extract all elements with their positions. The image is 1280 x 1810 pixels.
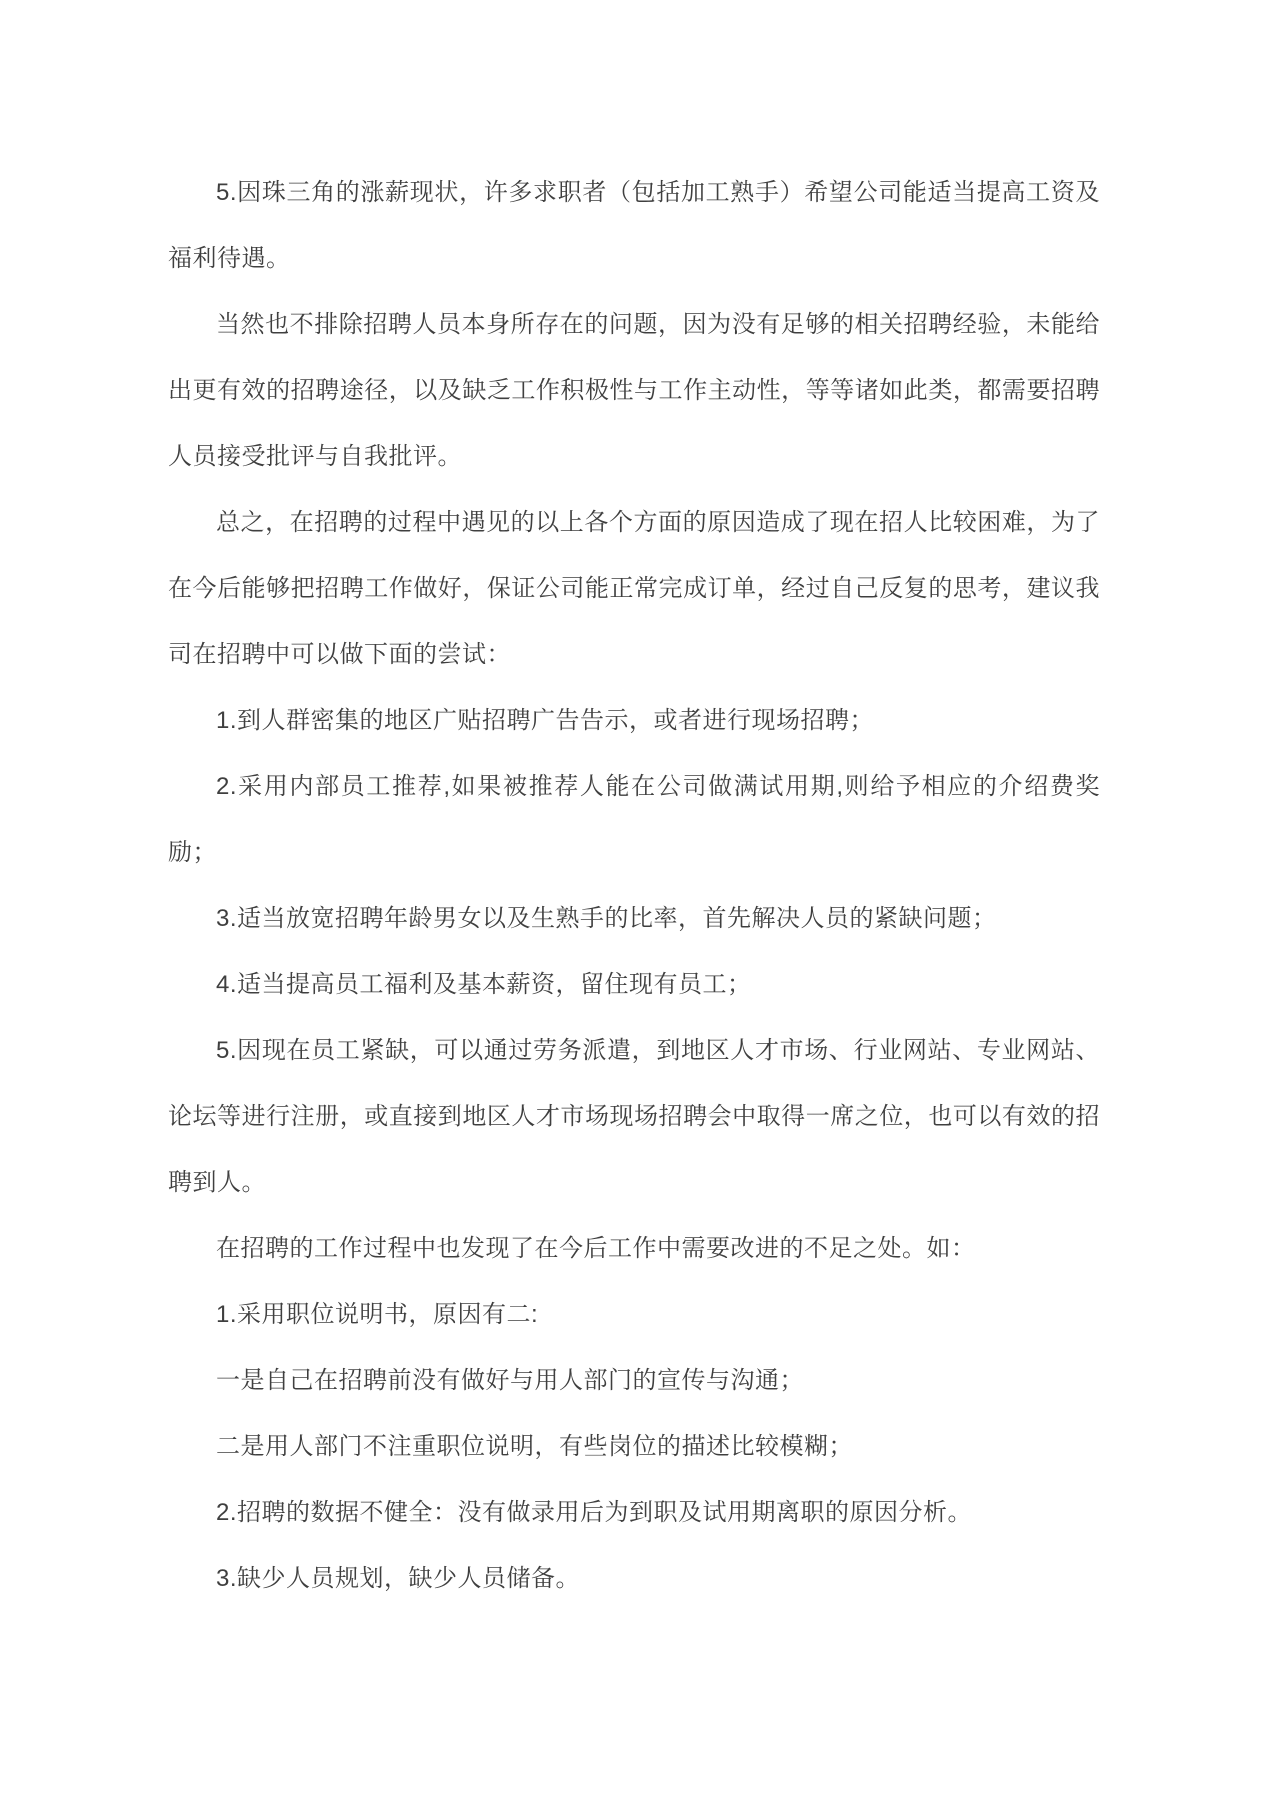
list-item-shortcoming-1a: 一是自己在招聘前没有做好与用人部门的宣传与沟通； — [216, 1367, 804, 1394]
list-item-suggestion-1: 1.到人群密集的地区广贴招聘广告告示，或者进行现场招聘； — [216, 707, 875, 734]
paragraph-wage-status: 5.因珠三角的涨薪现状，许多求职者（包括加工熟手）希望公司能适当提高工资及福利待遇。 — [168, 179, 1100, 272]
document-body — [168, 160, 1102, 1612]
list-item-suggestion-4: 4.适当提高员工福利及基本薪资，留住现有员工； — [216, 971, 752, 998]
list-item-suggestion-3: 3.适当放宽招聘年龄男女以及生熟手的比率，首先解决人员的紧缺问题； — [216, 905, 997, 932]
list-item-suggestion-2: 2.采用内部员工推荐,如果被推荐人能在公司做满试用期,则给予相应的介绍费奖励； — [168, 773, 1100, 866]
list-item-shortcoming-1: 1.采用职位说明书，原因有二: — [216, 1301, 539, 1328]
paragraph-summary-intro: 总之，在招聘的过程中遇见的以上各个方面的原因造成了现在招人比较困难，为了在今后能够把招聘工作做好，保证公司能正常完成订单，经过自己反复的思考，建议我司在招聘中可以做下面的尝试： — [168, 509, 1100, 668]
list-item-shortcoming-3: 3.缺少人员规划，缺少人员储备。 — [216, 1565, 581, 1592]
list-item-shortcoming-1b: 二是用人部门不注重职位说明，有些岗位的描述比较模糊； — [216, 1433, 853, 1460]
paragraph-self-criticism: 当然也不排除招聘人员本身所存在的问题，因为没有足够的相关招聘经验，未能给出更有效的招聘途径，以及缺乏工作积极性与工作主动性，等等诸如此类，都需要招聘人员接受批评与自我批评。 — [168, 311, 1100, 470]
list-item-suggestion-5: 5.因现在员工紧缺，可以通过劳务派遣，到地区人才市场、行业网站、专业网站、论坛等进行注册，或直接到地区人才市场现场招聘会中取得一席之位，也可以有效的招聘到人。 — [168, 1037, 1100, 1196]
paragraph-improvement-intro: 在招聘的工作过程中也发现了在今后工作中需要改进的不足之处。如： — [216, 1235, 976, 1262]
list-item-shortcoming-2: 2.招聘的数据不健全：没有做录用后为到职及试用期离职的原因分析。 — [216, 1499, 973, 1526]
